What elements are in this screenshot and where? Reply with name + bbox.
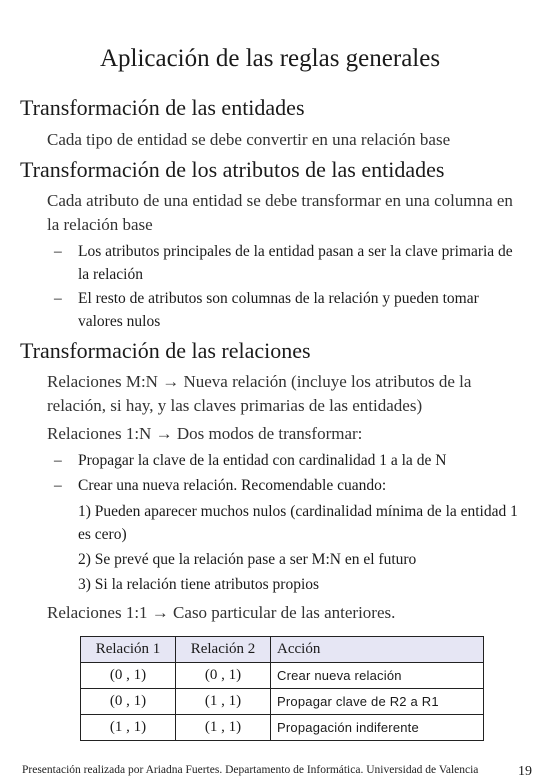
- dash-icon: –: [54, 477, 62, 494]
- section-heading-entidades: Transformación de las entidades: [20, 95, 305, 120]
- footer-credit: Presentación realizada por Ariadna Fuertes. Departamento de Informática. Universidad de Valencia: [22, 764, 479, 776]
- bullet-atributos-principales: [54, 240, 514, 286]
- relaciones-mn: Relaciones M:N → Nueva relación (incluye los atributos de la relación, si hay, y las claves primarias de las entidades): [47, 372, 472, 415]
- table-cell: Crear nueva relación: [271, 663, 484, 689]
- bullet-propagar-clave: [54, 449, 514, 472]
- table-header: Relación 2: [176, 637, 271, 663]
- table-header-row: [81, 637, 484, 663]
- dash-icon: –: [54, 452, 62, 469]
- reason-mn-futuro: 2) Se prevé que la relación pase a ser M:N en el futuro: [78, 551, 417, 568]
- dash-icon: –: [54, 290, 62, 307]
- table-cell: (1 , 1): [176, 689, 271, 715]
- dash-icon: –: [54, 243, 62, 260]
- table-row: [81, 689, 484, 715]
- section-heading-relaciones: Transformación de las relaciones: [20, 338, 311, 363]
- table-row: [81, 715, 484, 741]
- bullet-text: El resto de atributos son columnas de la relación y pueden tomar valores nulos: [78, 290, 479, 330]
- section-text-atributos: Cada atributo de una entidad se debe transformar en una columna en la relación base: [47, 191, 513, 234]
- table-header: Acción: [271, 637, 484, 663]
- page-number: 19: [518, 764, 532, 779]
- bullet-text: Propagar la clave de la entidad con cardinalidad 1 a la de N: [78, 452, 447, 469]
- bullet-resto-atributos: [54, 287, 514, 333]
- table-row: [81, 663, 484, 689]
- table-cell: (0 , 1): [81, 663, 176, 689]
- bullet-text: Crear una nueva relación. Recomendable cuando:: [78, 477, 387, 494]
- table-cell: (1 , 1): [176, 715, 271, 741]
- table-cell: Propagación indiferente: [271, 715, 484, 741]
- section-text-entidades: Cada tipo de entidad se debe convertir en una relación base: [47, 130, 451, 149]
- table-cell: (0 , 1): [176, 663, 271, 689]
- table-cell: Propagar clave de R2 a R1: [271, 689, 484, 715]
- reason-atributos-propios: 3) Si la relación tiene atributos propios: [78, 576, 320, 593]
- section-heading-atributos: Transformación de los atributos de las entidades: [20, 157, 445, 182]
- bullet-text: Los atributos principales de la entidad pasan a ser la clave primaria de la relación: [78, 243, 513, 283]
- relaciones-1n: Relaciones 1:N → Dos modos de transformar:: [47, 424, 363, 443]
- bullet-crear-relacion: [54, 474, 514, 497]
- slide-title: Aplicación de las reglas generales: [99, 45, 441, 72]
- cardinality-table: [80, 636, 484, 741]
- reason-nulos: 1) Pueden aparecer muchos nulos (cardinalidad mínima de la entidad 1 es cero): [78, 503, 518, 543]
- table-cell: (0 , 1): [81, 689, 176, 715]
- relaciones-11: Relaciones 1:1 → Caso particular de las anteriores.: [47, 603, 396, 622]
- table-header: Relación 1: [81, 637, 176, 663]
- table-cell: (1 , 1): [81, 715, 176, 741]
